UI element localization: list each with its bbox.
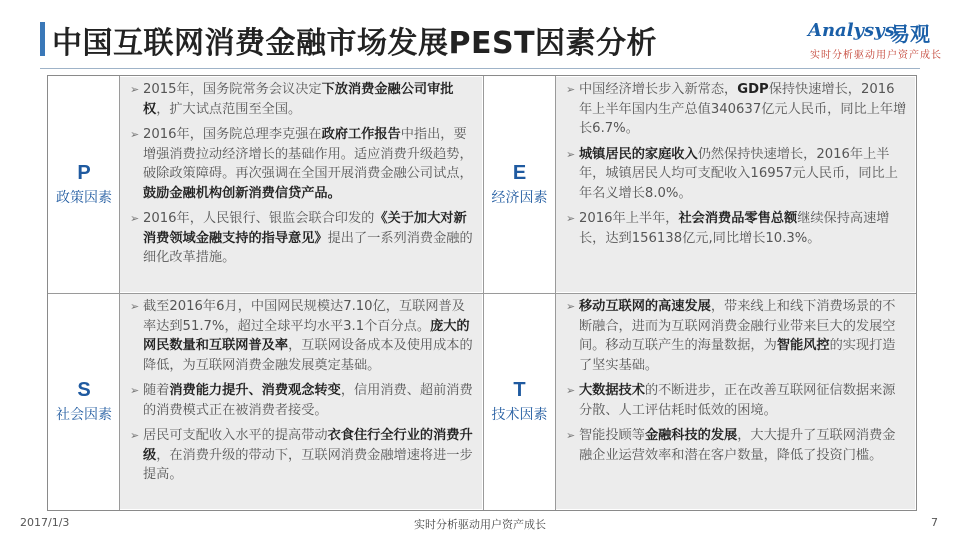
s-label-cell [49, 294, 119, 509]
brand-logo [804, 18, 946, 68]
e-letter: E [512, 162, 527, 184]
body-text: 居民可支配收入水平的提高带动 [143, 428, 328, 443]
body-text: ，大大提升了互联网消费金融企业运营效率和潜在客户数量，降低了投资门槛。 [579, 428, 896, 463]
s-bullet-item [130, 297, 474, 375]
e-content [556, 77, 915, 292]
body-text: 2016年，人民银行、银监会联合印发的 [143, 211, 375, 226]
arrow-bullet-icon: ➢ [130, 429, 140, 442]
body-text: 2016年，国务院总理李克强在 [143, 127, 322, 142]
body-text: 继续保持高速增长，达到156138亿元,同比增长10.3%。 [579, 211, 890, 246]
body-text: 2016年上半年， [579, 211, 679, 226]
footer-date: 2017/1/3 [20, 516, 70, 529]
t-letter: T [513, 379, 526, 401]
logo-wordmark: Analysys [808, 20, 895, 41]
emphasis-text: 金融科技的发展 [644, 428, 738, 443]
emphasis-text: 《关于加大对新消费领域金融支持的指导意见》 [143, 211, 467, 246]
body-text: 仍然保持快速增长，2016年上半年，城镇居民人均可支配收入16957元人民币，同比上年名义增长8.0%。 [579, 146, 898, 201]
e-name: 经济因素 [491, 190, 548, 206]
body-text: 的实现打造了坚实基础。 [579, 338, 896, 373]
emphasis-text: 大数据技术 [579, 383, 645, 398]
arrow-bullet-icon: ➢ [566, 384, 576, 397]
e-bullet-item [566, 80, 907, 139]
body-text: 提出了一系列消费金融的细化改革措施。 [143, 230, 473, 265]
s-name: 社会因素 [56, 407, 112, 423]
body-text: 的不断进步，正在改善互联网征信数据来源分散、人工评估耗时低效的困境。 [579, 383, 896, 418]
p-label-cell [49, 77, 119, 292]
grid-divider [48, 293, 916, 294]
emphasis-text: 消费能力提升、消费观念转变 [169, 383, 341, 398]
arrow-bullet-icon: ➢ [130, 128, 140, 141]
body-text: ，扩大试点范围至全国。 [156, 101, 302, 117]
t-name: 技术因素 [491, 407, 548, 423]
emphasis-text: 城镇居民的家庭收入 [579, 146, 698, 162]
emphasis-text: 庞大的网民数量和互联网普及率 [143, 318, 470, 353]
e-bullet-item [566, 145, 907, 204]
logo-tagline: 实时分析驱动用户资产成长 [810, 50, 942, 61]
arrow-bullet-icon: ➢ [566, 429, 576, 442]
arrow-bullet-icon: ➢ [566, 300, 576, 313]
arrow-bullet-icon: ➢ [130, 83, 140, 96]
footer-tagline: 实时分析驱动用户资产成长 [414, 518, 546, 531]
arrow-bullet-icon: ➢ [130, 384, 140, 397]
p-name: 政策因素 [56, 190, 112, 206]
s-bullet-item [130, 381, 474, 420]
arrow-bullet-icon: ➢ [130, 300, 140, 313]
p-content [120, 77, 482, 292]
t-bullet-item [566, 381, 907, 420]
emphasis-text: 智能风控 [776, 338, 830, 353]
arrow-bullet-icon: ➢ [566, 147, 576, 161]
emphasis-text: 移动互联网的高速发展 [579, 299, 711, 314]
body-text: ，信用消费、超前消费的消费模式正在被消费者接受。 [143, 383, 473, 418]
emphasis-text: 下放消费金融公司审批权 [143, 82, 454, 117]
arrow-bullet-icon: ➢ [130, 212, 140, 225]
t-bullet-item [566, 297, 907, 375]
title-accent-bar [40, 22, 45, 56]
body-text: 随着 [143, 383, 170, 398]
t-content [556, 294, 915, 509]
e-bullet-item [566, 209, 907, 248]
body-text: 智能投顾等 [579, 428, 645, 443]
body-text: 2015年，国务院常务会议决定 [143, 82, 322, 97]
emphasis-text: 社会消费品零售总额 [678, 211, 798, 226]
p-bullet-item [130, 125, 474, 203]
body-text: 中国经济增长步入新常态， [579, 82, 738, 97]
logo-chinese: 易观 [890, 22, 930, 46]
emphasis-text: 衣食住行全行业的消费升级 [143, 428, 473, 463]
page-title: 中国互联网消费金融市场发展PEST因素分析 [52, 26, 658, 61]
page-number: 7 [931, 516, 938, 529]
body-text: 截至2016年6月，中国网民规模达7.10亿，互联网普及率达到51.7%，超过全球平均水平3.1个百分点。 [143, 299, 465, 334]
body-text: 中指出，要增强消费拉动经济增长的基础作用。适应消费升级趋势，破除政策障碍。再次强调在全国开展消费金融公司试点， [143, 127, 473, 181]
t-label-cell [484, 294, 555, 509]
body-text: ，带来线上和线下消费场景的不断融合，进而为互联网消费金融行业带来巨大的发展空间。移动互联产生的海量数据，为 [579, 299, 896, 353]
p-bullet-item [130, 209, 474, 268]
arrow-bullet-icon: ➢ [566, 212, 576, 225]
s-letter: S [77, 379, 91, 401]
arrow-bullet-icon: ➢ [566, 83, 576, 96]
emphasis-text: 政府工作报告 [321, 127, 401, 142]
body-text: ，互联网设备成本及使用成本的降低，为互联网消费金融发展奠定基础。 [143, 338, 473, 373]
t-bullet-item [566, 426, 907, 465]
s-bullet-item [130, 426, 474, 485]
body-text: ，在消费升级的带动下，互联网消费金融增速将进一步提高。 [143, 447, 473, 482]
s-content [120, 294, 482, 509]
emphasis-text: 鼓励金融机构创新消费信贷产品。 [143, 185, 341, 201]
header-divider [40, 68, 920, 69]
body-text: 保持快速增长，2016年上半年国内生产总值340637亿元人民币，同比上年增长6.7%。 [579, 82, 907, 136]
emphasis-text: GDP [737, 82, 769, 97]
e-label-cell [484, 77, 555, 292]
p-letter: P [77, 162, 91, 184]
p-bullet-item [130, 80, 474, 119]
